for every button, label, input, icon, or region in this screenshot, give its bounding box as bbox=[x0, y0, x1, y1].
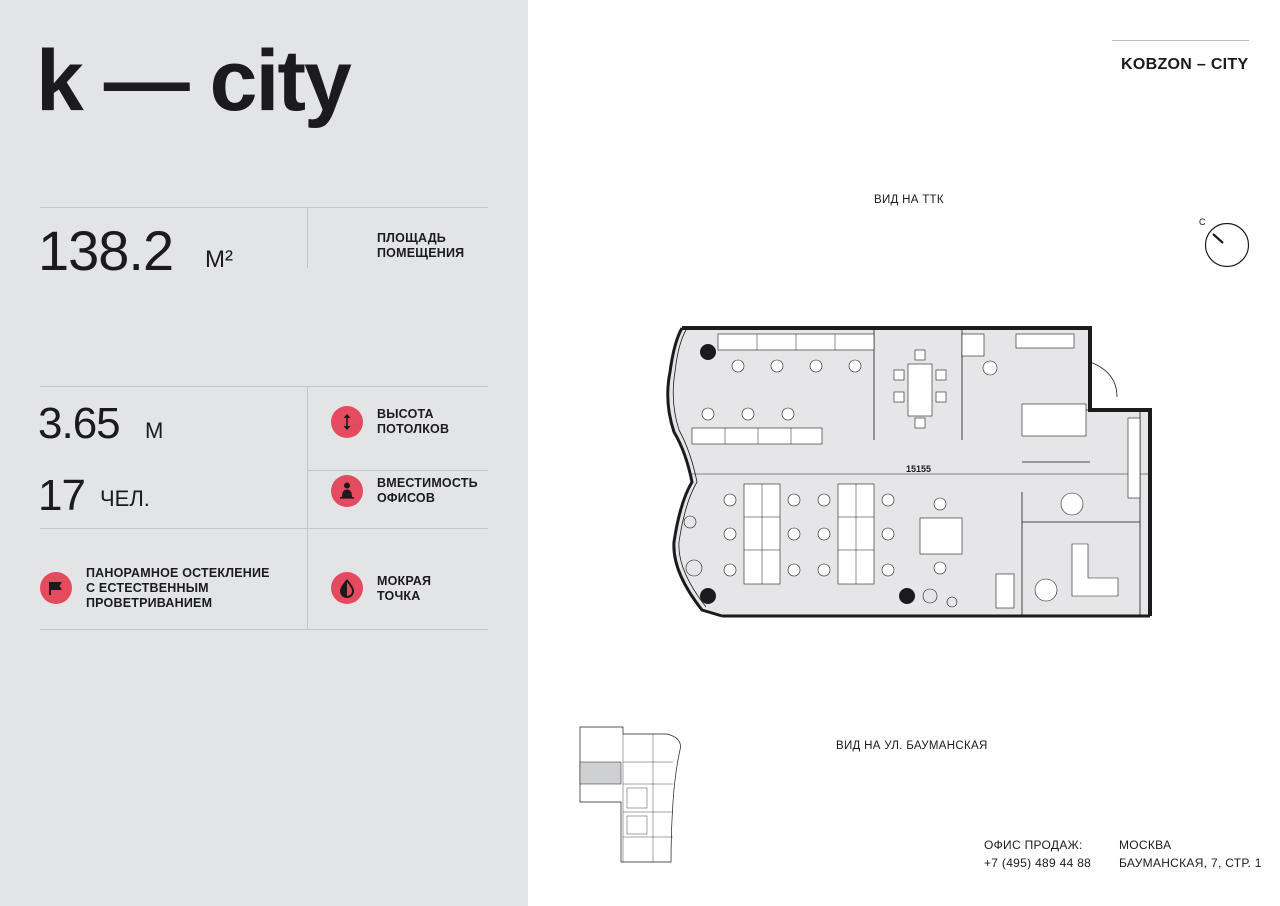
water-drop-icon bbox=[331, 572, 363, 604]
address-city: МОСКВА bbox=[1119, 838, 1172, 852]
capacity-value: 17 bbox=[38, 471, 85, 520]
capacity-unit: ЧЕЛ. bbox=[100, 486, 150, 511]
glazing-label: ПАНОРАМНОЕ ОСТЕКЛЕНИЕ С ЕСТЕСТВЕННЫМ ПРОВЕТРИВАНИЕМ bbox=[86, 566, 270, 610]
divider bbox=[40, 386, 488, 387]
area-unit: М² bbox=[205, 246, 233, 273]
sales-office-label: ОФИС ПРОДАЖ: bbox=[984, 838, 1083, 852]
divider bbox=[40, 207, 488, 208]
address-street: БАУМАНСКАЯ, 7, СТР. 1 bbox=[1119, 856, 1262, 870]
brand-divider bbox=[1112, 40, 1249, 41]
ceiling-unit: М bbox=[145, 418, 164, 443]
wet-point-label: МОКРАЯ ТОЧКА bbox=[377, 574, 432, 603]
info-panel bbox=[0, 0, 528, 906]
divider bbox=[40, 528, 488, 529]
sales-office bbox=[984, 836, 1091, 872]
height-arrows-icon bbox=[331, 406, 363, 438]
k-city-logo: k — city bbox=[36, 33, 350, 129]
sales-phone[interactable]: +7 (495) 489 44 88 bbox=[984, 856, 1092, 870]
ceiling-label: ВЫСОТА ПОТОЛКОВ bbox=[377, 407, 450, 436]
sales-address bbox=[1119, 836, 1262, 872]
floor-plan bbox=[662, 322, 1160, 622]
capacity-label: ВМЕСТИМОСТЬ ОФИСОВ bbox=[377, 476, 478, 505]
ceiling-value: 3.65 bbox=[38, 399, 120, 448]
brand-logo: KOBZON – CITY bbox=[1121, 56, 1249, 73]
area-value: 138.2 bbox=[38, 219, 174, 282]
divider bbox=[307, 208, 308, 268]
view-top-label: ВИД НА ТТК bbox=[874, 194, 944, 206]
building-mini-plan bbox=[575, 722, 690, 866]
divider bbox=[307, 387, 308, 629]
area-label: ПЛОЩАДЬ ПОМЕЩЕНИЯ bbox=[377, 231, 465, 260]
window-flag-icon bbox=[40, 572, 72, 604]
compass-icon bbox=[1204, 222, 1250, 268]
compass-letter: С bbox=[1199, 217, 1206, 227]
person-icon bbox=[331, 475, 363, 507]
view-bottom-label: ВИД НА УЛ. БАУМАНСКАЯ bbox=[836, 740, 988, 752]
divider bbox=[40, 629, 488, 630]
divider bbox=[308, 470, 488, 471]
plan-dimension: 15155 bbox=[906, 464, 932, 474]
